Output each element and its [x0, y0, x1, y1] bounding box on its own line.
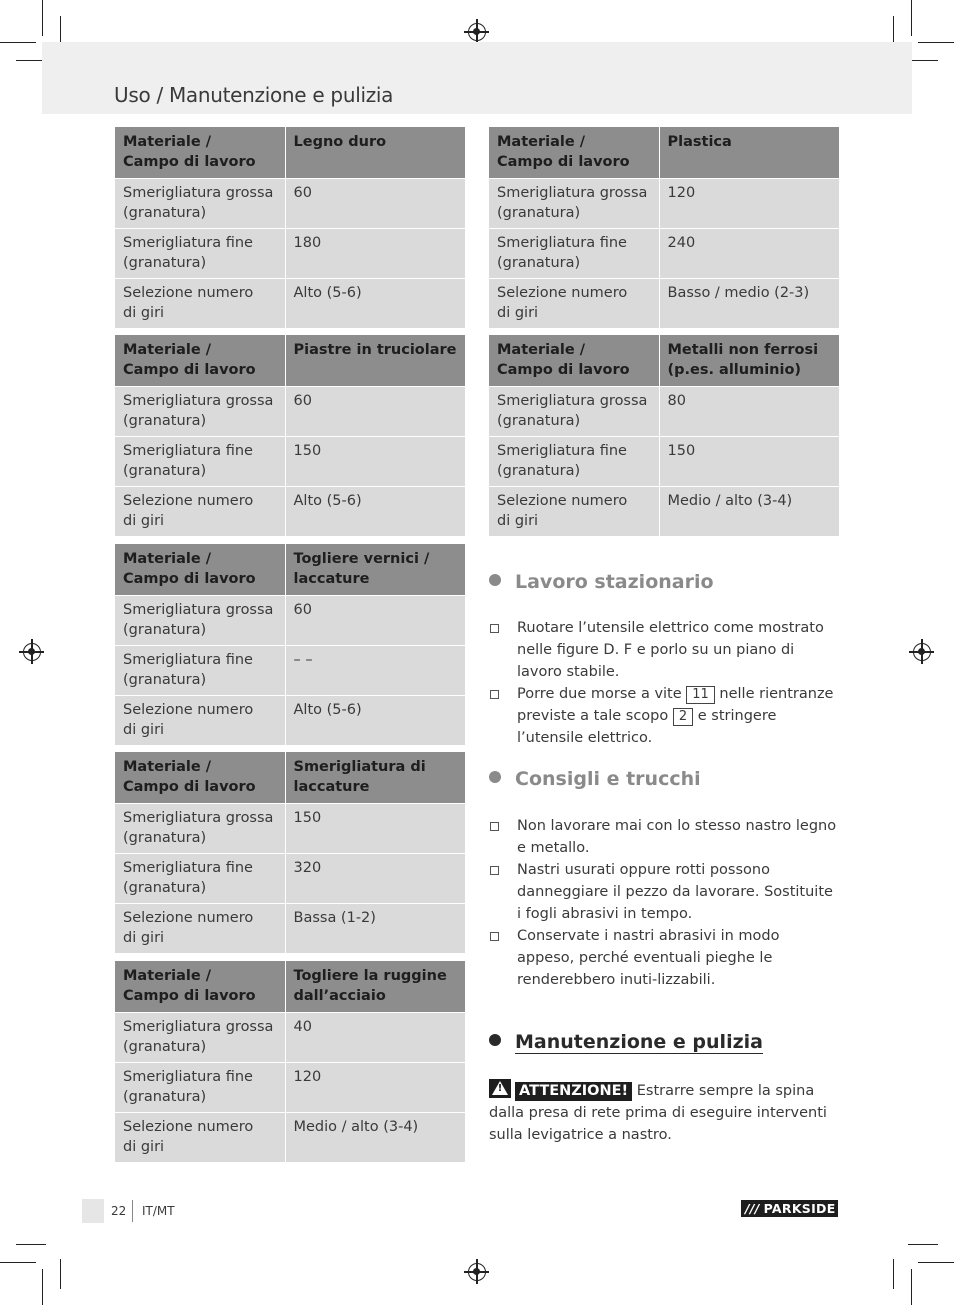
- table-cell: Smerigliatura fine (granatura): [489, 229, 659, 279]
- table-cell: Smerigliatura grossa (granatura): [115, 179, 285, 229]
- table-header-cell: Togliere vernici / laccature: [285, 544, 465, 596]
- warning-label: ATTENZIONE!: [515, 1082, 632, 1101]
- table-header-cell: Materiale / Campo di lavoro: [115, 544, 285, 596]
- checkbox-bullet-icon: [490, 932, 499, 941]
- table-header-cell: Legno duro: [285, 127, 465, 179]
- table-row: [489, 437, 839, 487]
- table-cell: 120: [659, 179, 839, 229]
- crop-mark: [60, 1259, 61, 1289]
- table-cell: Smerigliatura grossa (granatura): [489, 179, 659, 229]
- table-cell: Smerigliatura fine (granatura): [115, 1063, 285, 1113]
- table-header-cell: Piastre in truciolare: [285, 335, 465, 387]
- table-cell: 320: [285, 854, 465, 904]
- table-header-cell: Materiale / Campo di lavoro: [115, 127, 285, 179]
- table-cell: Selezione numero di giri: [115, 487, 285, 537]
- language-code: IT/MT: [142, 1204, 175, 1218]
- table-row: [115, 646, 465, 696]
- table-row: [115, 1063, 465, 1113]
- spec-table: [115, 127, 465, 329]
- table-row: [115, 387, 465, 437]
- registration-mark-icon: [913, 643, 931, 661]
- crop-mark: [908, 1244, 938, 1245]
- page-title: Uso / Manutenzione e pulizia: [114, 83, 394, 107]
- warning-text: Estrarre sempre la spina dalla presa di rete prima di eseguire interventi sulla levigatrice a nastro.: [489, 1083, 827, 1143]
- table-row: [115, 696, 465, 746]
- table-row: [115, 596, 465, 646]
- table-cell: Smerigliatura grossa (granatura): [489, 387, 659, 437]
- table-cell: Alto (5-6): [285, 696, 465, 746]
- parkside-logo: /// PARKSIDE: [741, 1200, 838, 1217]
- checkbox-bullet-icon: [490, 822, 499, 831]
- table-cell: 80: [659, 387, 839, 437]
- table-row: [489, 387, 839, 437]
- table-cell: 60: [285, 596, 465, 646]
- table-header-cell: Materiale / Campo di lavoro: [489, 335, 659, 387]
- table-cell: 240: [659, 229, 839, 279]
- checkbox-bullet-icon: [490, 624, 499, 633]
- table-header-row: [115, 752, 465, 804]
- list-item: Nastri usurati oppure rotti possono danneggiare il pezzo da lavorare. Sostituite i fogli abrasivi in tempo.: [489, 859, 839, 925]
- table-row: [115, 229, 465, 279]
- registration-mark-icon: [468, 1263, 486, 1281]
- table-cell: 150: [285, 804, 465, 854]
- table-row: [115, 487, 465, 537]
- section-heading-tips: Consigli e trucchi: [489, 768, 701, 790]
- crop-mark: [16, 1244, 46, 1245]
- footer-divider: [132, 1200, 133, 1222]
- tips-list: [489, 815, 839, 991]
- table-cell: Medio / alto (3-4): [659, 487, 839, 537]
- table-cell: Alto (5-6): [285, 279, 465, 329]
- table-row: [489, 229, 839, 279]
- spec-table: [115, 961, 465, 1163]
- crop-mark: [0, 1262, 36, 1263]
- table-header-row: [115, 961, 465, 1013]
- part-reference: 2: [673, 708, 693, 726]
- table-row: [115, 854, 465, 904]
- checkbox-bullet-icon: [490, 866, 499, 875]
- table-cell: Basso / medio (2-3): [659, 279, 839, 329]
- table-header-cell: Materiale / Campo di lavoro: [115, 335, 285, 387]
- crop-mark: [911, 1269, 912, 1305]
- warning-triangle-icon: !: [489, 1079, 511, 1098]
- crop-mark: [42, 1269, 43, 1305]
- spec-table: [115, 752, 465, 954]
- table-cell: Smerigliatura grossa (granatura): [115, 596, 285, 646]
- table-row: [489, 279, 839, 329]
- table-cell: Selezione numero di giri: [115, 279, 285, 329]
- table-cell: Selezione numero di giri: [489, 487, 659, 537]
- table-header-cell: Materiale / Campo di lavoro: [115, 752, 285, 804]
- bullet-icon: [489, 1034, 501, 1046]
- table-header-row: [115, 335, 465, 387]
- table-header-cell: Togliere la ruggine dall’acciaio: [285, 961, 465, 1013]
- spec-table: [115, 335, 465, 537]
- table-cell: Alto (5-6): [285, 487, 465, 537]
- table-header-cell: Plastica: [659, 127, 839, 179]
- table-cell: 180: [285, 229, 465, 279]
- table-row: [115, 279, 465, 329]
- bullet-icon: [489, 574, 501, 586]
- stationary-list: [489, 617, 839, 749]
- checkbox-bullet-icon: [490, 690, 499, 699]
- table-cell: Bassa (1-2): [285, 904, 465, 954]
- table-cell: Smerigliatura fine (granatura): [115, 437, 285, 487]
- table-cell: Smerigliatura fine (granatura): [115, 229, 285, 279]
- table-cell: Smerigliatura grossa (granatura): [115, 1013, 285, 1063]
- table-row: [115, 437, 465, 487]
- table-cell: Selezione numero di giri: [115, 696, 285, 746]
- table-cell: Selezione numero di giri: [489, 279, 659, 329]
- table-header-cell: Materiale / Campo di lavoro: [115, 961, 285, 1013]
- spec-table: [489, 127, 839, 329]
- crop-mark: [893, 1259, 894, 1289]
- table-row: [115, 1113, 465, 1163]
- list-item: Porre due morse a vite 11 nelle rientranze previste a tale scopo 2 e stringere l’utensile elettrico.: [489, 683, 839, 749]
- crop-mark: [42, 0, 43, 36]
- table-row: [489, 179, 839, 229]
- table-cell: – –: [285, 646, 465, 696]
- table-header-cell: Metalli non ferrosi (p.es. alluminio): [659, 335, 839, 387]
- table-cell: Smerigliatura fine (granatura): [115, 854, 285, 904]
- page-number: 22: [111, 1204, 127, 1218]
- registration-mark-icon: [468, 23, 486, 41]
- list-item: Non lavorare mai con lo stesso nastro legno e metallo.: [489, 815, 839, 859]
- table-cell: 150: [659, 437, 839, 487]
- table-header-row: [489, 335, 839, 387]
- part-reference: 11: [686, 686, 715, 704]
- list-item: Ruotare l’utensile elettrico come mostrato nelle figure D. F e porlo su un piano di lavoro stabile.: [489, 617, 839, 683]
- crop-mark: [911, 0, 912, 36]
- table-cell: Smerigliatura grossa (granatura): [115, 804, 285, 854]
- section-heading-maintenance: Manutenzione e pulizia: [489, 1031, 763, 1053]
- table-cell: 40: [285, 1013, 465, 1063]
- table-cell: Smerigliatura grossa (granatura): [115, 387, 285, 437]
- footer-tab: [82, 1199, 104, 1223]
- table-row: [489, 487, 839, 537]
- table-header-row: [115, 544, 465, 596]
- table-cell: 120: [285, 1063, 465, 1113]
- table-cell: Selezione numero di giri: [115, 1113, 285, 1163]
- table-cell: 60: [285, 387, 465, 437]
- registration-mark-icon: [23, 643, 41, 661]
- crop-mark: [918, 42, 954, 43]
- table-row: [115, 179, 465, 229]
- table-header-cell: Smerigliatura di laccature: [285, 752, 465, 804]
- list-item: Conservate i nastri abrasivi in modo appeso, perché eventuali pieghe le renderebbero inuti-lizzabili.: [489, 925, 839, 991]
- table-cell: Selezione numero di giri: [115, 904, 285, 954]
- bullet-icon: [489, 771, 501, 783]
- table-cell: Smerigliatura fine (granatura): [489, 437, 659, 487]
- table-cell: 60: [285, 179, 465, 229]
- table-row: [115, 904, 465, 954]
- table-cell: Smerigliatura fine (granatura): [115, 646, 285, 696]
- table-row: [115, 804, 465, 854]
- table-row: [115, 1013, 465, 1063]
- warning-notice: [489, 1079, 841, 1146]
- spec-table: [115, 544, 465, 746]
- spec-table: [489, 335, 839, 537]
- crop-mark: [0, 42, 36, 43]
- crop-mark: [908, 60, 938, 61]
- table-header-row: [489, 127, 839, 179]
- crop-mark: [918, 1262, 954, 1263]
- table-cell: 150: [285, 437, 465, 487]
- table-header-row: [115, 127, 465, 179]
- table-cell: Medio / alto (3-4): [285, 1113, 465, 1163]
- table-header-cell: Materiale / Campo di lavoro: [489, 127, 659, 179]
- section-heading-stationary: Lavoro stazionario: [489, 571, 714, 593]
